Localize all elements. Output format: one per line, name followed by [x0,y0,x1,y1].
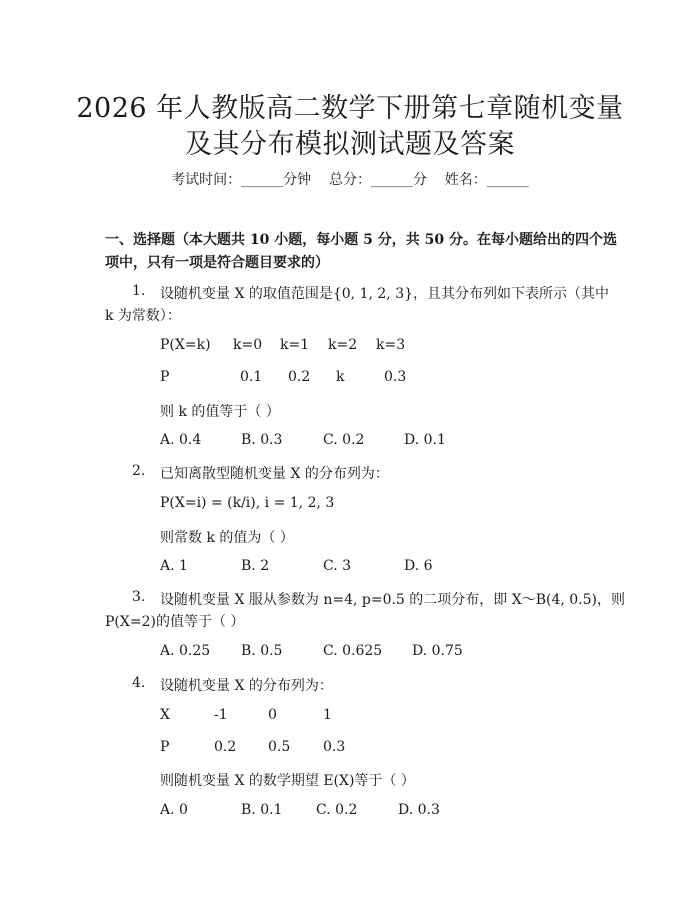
option-b: B. 0.5 [241,643,283,659]
option-c: C. 3 [323,558,352,574]
question-text-line1: 设随机变量 X 的取值范围是{0, 1, 2, 3}，且其分布列如下表所示（其中 [160,286,610,302]
option-c: C. 0.2 [316,802,358,818]
question-text-line1: 已知离散型随机变量 X 的分布列为： [160,466,389,482]
option-b: B. 0.1 [241,802,283,818]
option-c: C. 0.625 [323,643,383,659]
table-cell: P [160,369,170,385]
table-cell: k=3 [376,337,406,353]
table-cell: 1 [323,707,332,723]
option-c: C. 0.2 [323,432,365,448]
table-cell: 0.1 [240,369,263,385]
table-cell: P(X=k) [160,337,211,353]
section-header-line1: 一、选择题（本大题共 10 小题，每小题 5 分，共 50 分。在每小题给出的四个选 [105,232,617,248]
option-d: D. 0.3 [398,802,440,818]
option-b: B. 2 [241,558,270,574]
table-cell: 0.2 [288,369,311,385]
option-a: A. 0.4 [160,432,202,448]
question-prompt: 则随机变量 X 的数学期望 E(X)等于（ ） [160,773,415,789]
question-text-line1: 设随机变量 X 的分布列为： [160,678,333,694]
table-cell: X [160,707,170,723]
page-title-line1: 2026 年人教版高二数学下册第七章随机变量 [76,93,624,124]
table-cell: 0.5 [268,739,291,755]
question-number: 3. [132,589,146,605]
option-d: D. 0.75 [412,643,463,659]
formula: P(X=i) = (k/i), i = 1, 2, 3 [160,495,335,511]
section-header-line2: 项中，只有一项是符合题目要求的） [105,255,329,271]
question-number: 4. [132,675,146,691]
question-prompt: 则常数 k 的值为（ ） [160,530,294,546]
table-cell: k=0 [233,337,263,353]
question-text-line1: 设随机变量 X 服从参数为 n=4, p=0.5 的二项分布，即 X～B(4, 0.5)，则 [160,592,625,608]
option-b: B. 0.3 [241,432,283,448]
table-cell: P [160,739,170,755]
table-cell: 0.3 [323,739,346,755]
table-cell: k [336,369,345,385]
table-cell: k=2 [328,337,358,353]
question-text-line2: k 为常数）： [105,308,181,324]
table-cell: k=1 [280,337,310,353]
option-d: D. 0.1 [404,432,446,448]
table-cell: -1 [214,707,228,723]
option-a: A. 0.25 [160,643,211,659]
table-cell: 0.3 [384,369,407,385]
page-title-line2: 及其分布模拟测试题及答案 [185,129,515,160]
question-number: 2. [132,463,146,479]
option-a: A. 1 [160,558,188,574]
option-d: D. 6 [404,558,433,574]
table-cell: 0 [268,707,277,723]
table-cell: 0.2 [214,739,237,755]
question-text-line2: P(X=2)的值等于（ ） [105,614,245,630]
exam-info: 考试时间：______分钟 总分：______分 姓名：______ [171,172,529,188]
question-number: 1. [132,283,146,299]
option-a: A. 0 [160,802,188,818]
question-prompt: 则 k 的值等于（ ） [160,404,280,420]
